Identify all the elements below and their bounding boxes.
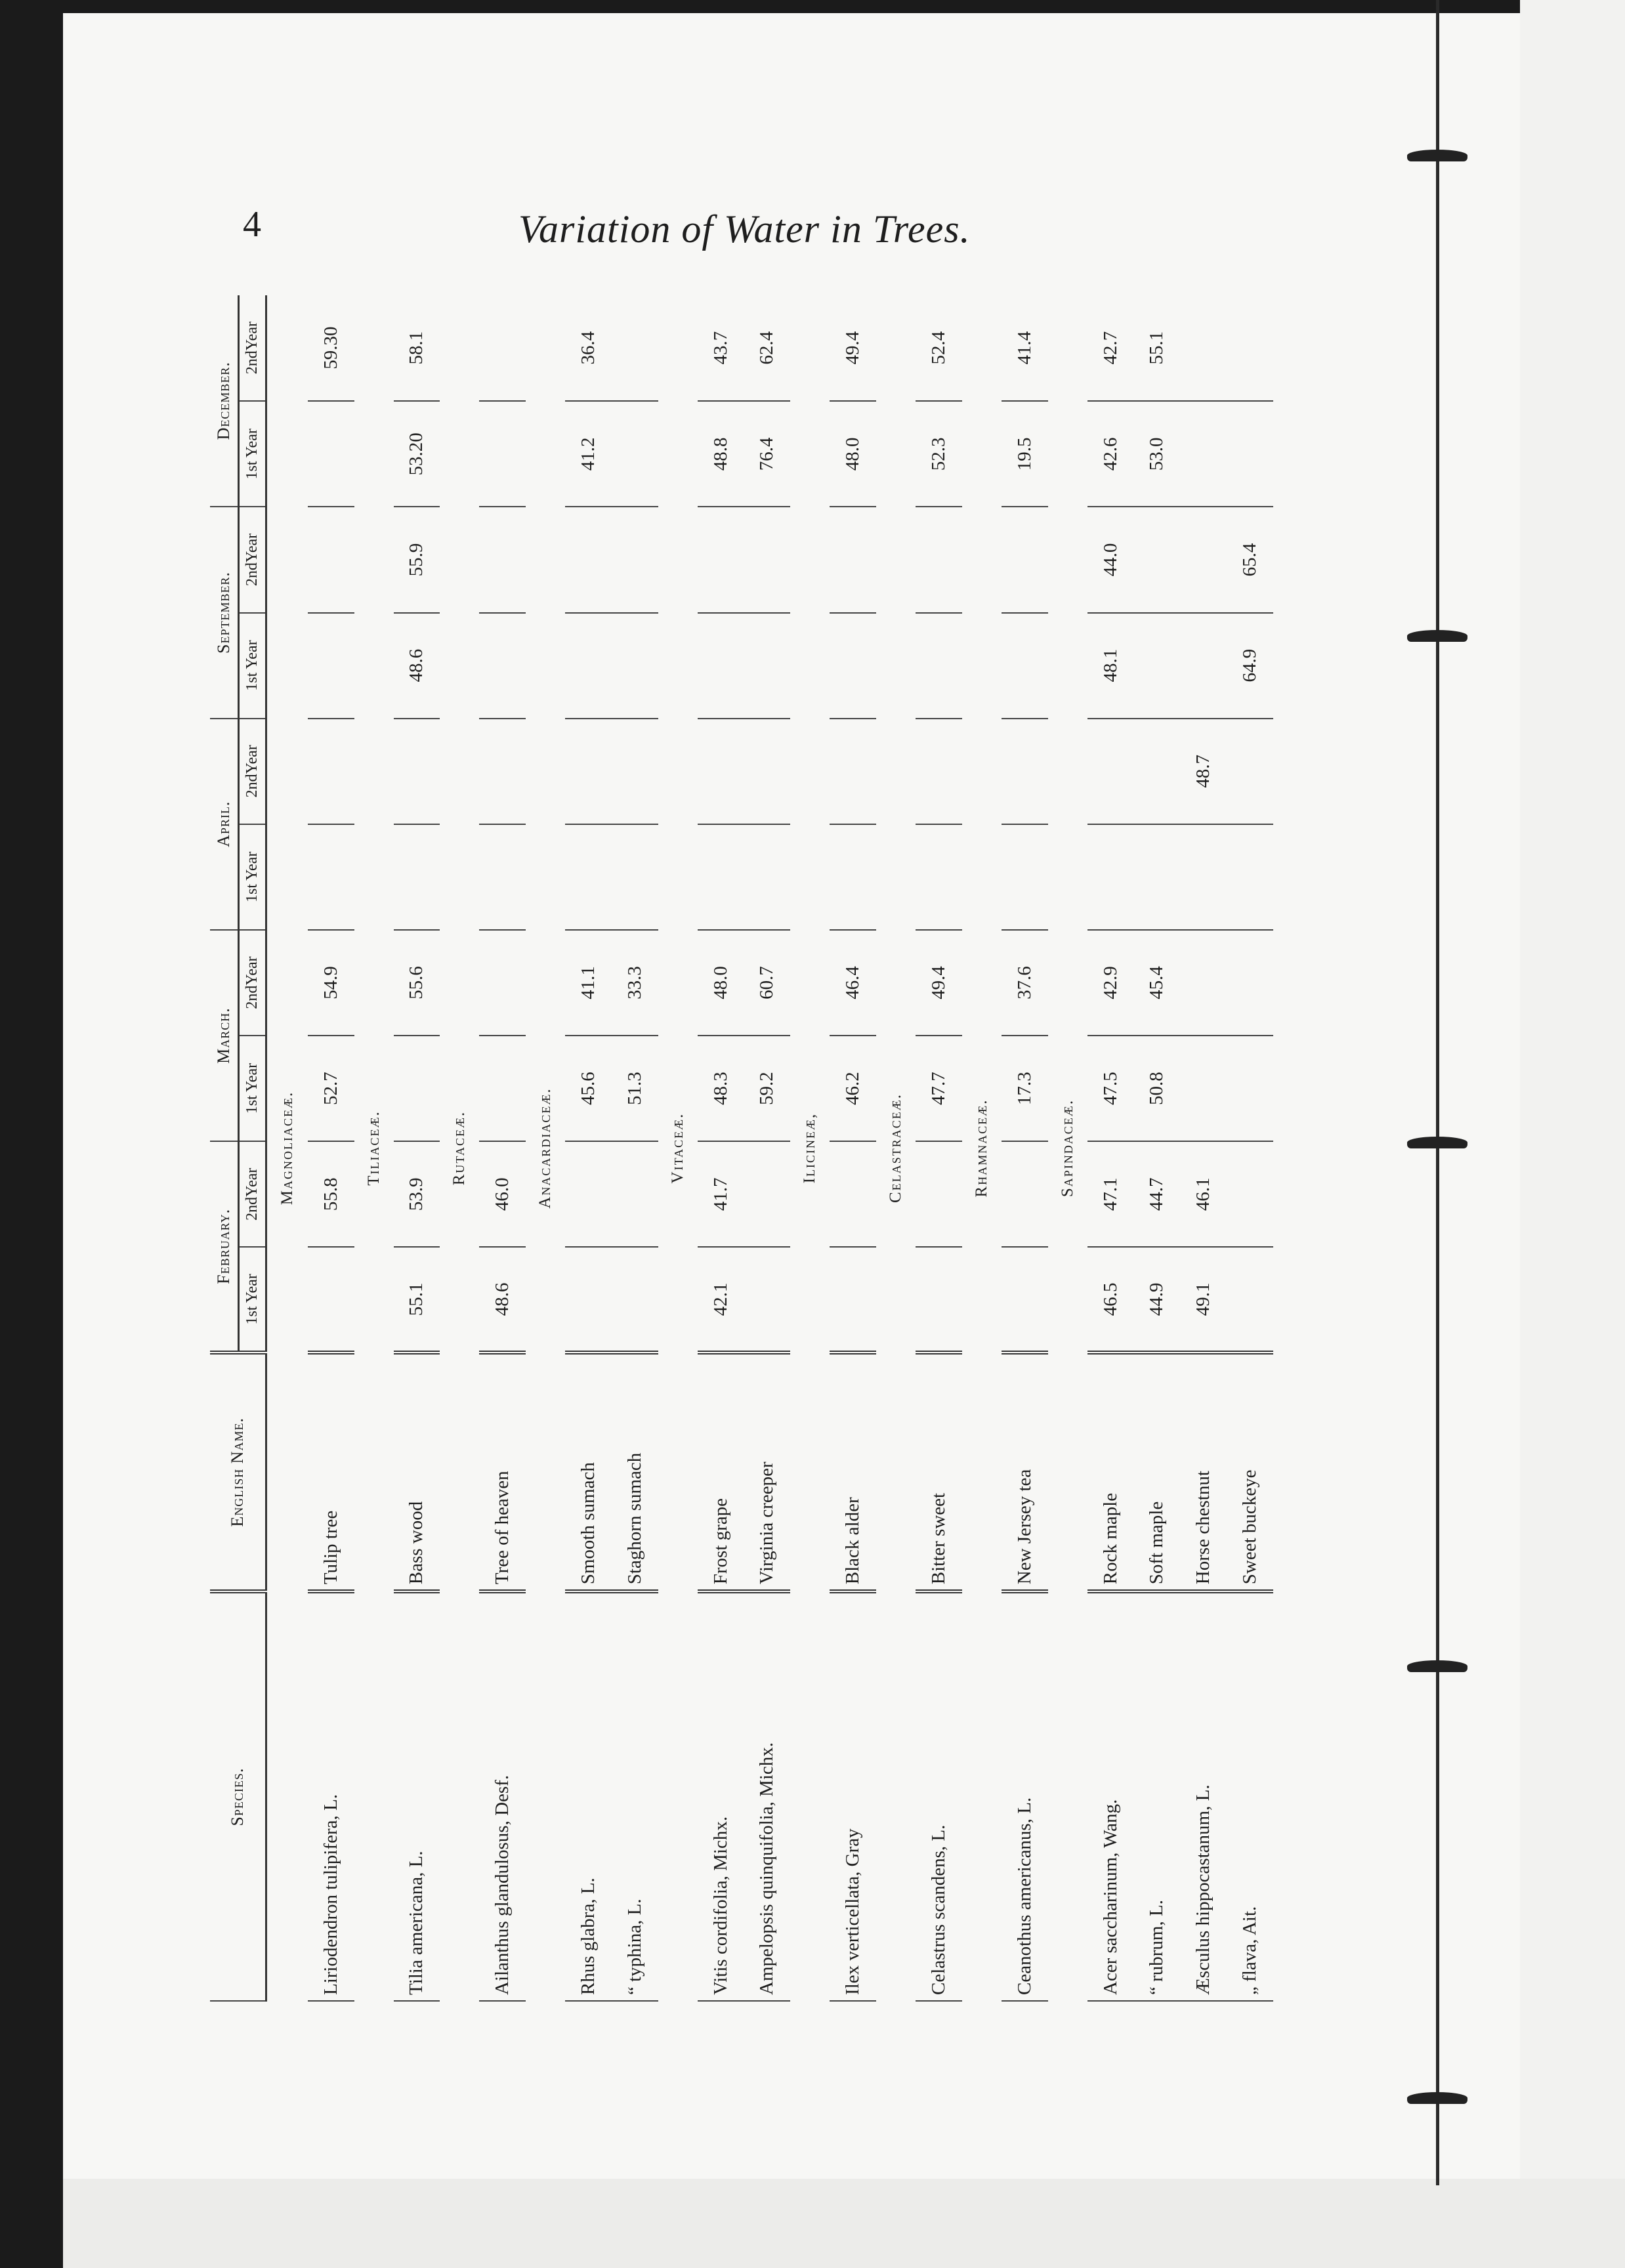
value-cell xyxy=(744,507,791,612)
value-cell xyxy=(479,824,526,930)
value-cell: 47.5 xyxy=(1087,1036,1134,1141)
species-cell: Celastrus scandens, L. xyxy=(916,1591,962,2001)
value-cell xyxy=(698,507,744,612)
table-row xyxy=(565,295,612,2001)
species-cell: Ceanothus americanus, L. xyxy=(1002,1591,1048,2001)
value-cell: 53.0 xyxy=(1134,401,1181,507)
english-name-cell: Tree of heaven xyxy=(479,1353,526,1591)
value-cell: 49.4 xyxy=(830,295,876,401)
value-cell: 46.4 xyxy=(830,930,876,1036)
header-month: February. xyxy=(210,1141,239,1353)
value-cell: 41.2 xyxy=(565,401,612,507)
value-cell: 44.9 xyxy=(1134,1247,1181,1353)
table-body xyxy=(266,295,1274,2001)
header-year: 1st Year xyxy=(239,401,266,507)
value-cell: 64.9 xyxy=(1227,613,1273,719)
value-cell: 46.0 xyxy=(479,1141,526,1247)
species-cell: Vitis cordifolia, Michx. xyxy=(698,1591,744,2001)
value-cell xyxy=(394,824,440,930)
value-cell: 46.1 xyxy=(1180,1141,1227,1247)
value-cell: 44.0 xyxy=(1087,507,1134,612)
header-year: 1st Year xyxy=(239,613,266,719)
value-cell xyxy=(565,1141,612,1247)
value-cell: 52.7 xyxy=(308,1036,354,1141)
table-row xyxy=(1227,295,1273,2001)
value-cell xyxy=(1002,719,1048,824)
english-name-cell: Virginia creeper xyxy=(744,1353,791,1591)
value-cell xyxy=(612,719,658,824)
value-cell xyxy=(1227,930,1273,1036)
table-row xyxy=(394,295,440,2001)
value-cell xyxy=(698,719,744,824)
value-cell: 48.0 xyxy=(698,930,744,1036)
value-cell xyxy=(830,613,876,719)
family-name: Sapindaceæ. xyxy=(1058,1099,1076,1198)
value-cell: 62.4 xyxy=(744,295,791,401)
value-cell: 48.8 xyxy=(698,401,744,507)
value-cell xyxy=(479,295,526,401)
value-cell: 51.3 xyxy=(612,1036,658,1141)
value-cell xyxy=(479,1036,526,1141)
value-cell xyxy=(1134,507,1181,612)
value-cell: 58.1 xyxy=(394,295,440,401)
value-cell xyxy=(612,824,658,930)
family-row xyxy=(526,295,565,2001)
value-cell xyxy=(308,1247,354,1353)
family-row xyxy=(266,295,308,2001)
value-cell xyxy=(916,719,962,824)
value-cell xyxy=(394,719,440,824)
english-name-cell: Rock maple xyxy=(1087,1353,1134,1591)
value-cell: 42.9 xyxy=(1087,930,1134,1036)
value-cell xyxy=(565,719,612,824)
english-name-cell: Tulip tree xyxy=(308,1353,354,1591)
page-number: 4 xyxy=(243,204,261,245)
value-cell: 54.9 xyxy=(308,930,354,1036)
value-cell xyxy=(830,507,876,612)
value-cell xyxy=(1180,401,1227,507)
value-cell: 55.8 xyxy=(308,1141,354,1247)
value-cell xyxy=(830,824,876,930)
family-name: Tiliaceæ. xyxy=(364,1110,383,1186)
value-cell xyxy=(308,719,354,824)
value-cell xyxy=(1002,824,1048,930)
value-cell: 47.7 xyxy=(916,1036,962,1141)
value-cell xyxy=(612,1141,658,1247)
family-name: Vitaceæ. xyxy=(668,1112,686,1184)
value-cell: 48.0 xyxy=(830,401,876,507)
species-cell: Rhus glabra, L. xyxy=(565,1591,612,2001)
value-cell: 46.5 xyxy=(1087,1247,1134,1353)
binding-clip-mark xyxy=(1407,1660,1467,1672)
value-cell: 41.1 xyxy=(565,930,612,1036)
header-year: 2ndYear xyxy=(239,507,266,612)
value-cell xyxy=(1087,719,1134,824)
value-cell xyxy=(308,824,354,930)
value-cell xyxy=(479,613,526,719)
family-name: Rutaceæ. xyxy=(450,1110,469,1186)
value-cell: 53.20 xyxy=(394,401,440,507)
species-cell: Liriodendron tulipifera, L. xyxy=(308,1591,354,2001)
value-cell xyxy=(744,1141,791,1247)
english-name-cell: Horse chestnut xyxy=(1180,1353,1227,1591)
value-cell xyxy=(1180,1036,1227,1141)
value-cell: 60.7 xyxy=(744,930,791,1036)
value-cell: 52.4 xyxy=(916,295,962,401)
species-cell: Æsculus hippocastanum, L. xyxy=(1180,1591,1227,2001)
table-row xyxy=(612,295,658,2001)
value-cell xyxy=(830,719,876,824)
value-cell: 47.1 xyxy=(1087,1141,1134,1247)
family-name: Rhamnaceæ. xyxy=(972,1099,990,1198)
family-row xyxy=(790,295,830,2001)
value-cell: 48.3 xyxy=(698,1036,744,1141)
table-row xyxy=(308,295,354,2001)
binding-clip-mark xyxy=(1407,1137,1467,1148)
value-cell: 55.1 xyxy=(394,1247,440,1353)
value-cell xyxy=(1134,824,1181,930)
value-cell xyxy=(916,613,962,719)
value-cell: 48.6 xyxy=(479,1247,526,1353)
value-cell xyxy=(1002,1247,1048,1353)
value-cell xyxy=(612,613,658,719)
value-cell xyxy=(1227,1141,1273,1247)
value-cell: 55.9 xyxy=(394,507,440,612)
header-species: Species. xyxy=(210,1591,266,2001)
value-cell: 46.2 xyxy=(830,1036,876,1141)
value-cell: 44.7 xyxy=(1134,1141,1181,1247)
table-row xyxy=(479,295,526,2001)
value-cell xyxy=(1227,401,1273,507)
value-cell xyxy=(1134,613,1181,719)
value-cell: 41.7 xyxy=(698,1141,744,1247)
right-margin xyxy=(1520,0,1625,2268)
value-cell xyxy=(916,1247,962,1353)
value-cell xyxy=(744,719,791,824)
value-cell: 52.3 xyxy=(916,401,962,507)
value-cell xyxy=(1180,613,1227,719)
value-cell xyxy=(1180,507,1227,612)
species-cell: „ flava, Ait. xyxy=(1227,1591,1273,2001)
family-row xyxy=(876,295,916,2001)
value-cell: 43.7 xyxy=(698,295,744,401)
english-name-cell: Bass wood xyxy=(394,1353,440,1591)
value-cell: 59.2 xyxy=(744,1036,791,1141)
value-cell: 17.3 xyxy=(1002,1036,1048,1141)
table-row xyxy=(1180,295,1227,2001)
header-month: September. xyxy=(210,507,239,718)
value-cell xyxy=(1227,295,1273,401)
binding-clip-mark xyxy=(1407,2092,1467,2104)
value-cell xyxy=(1134,719,1181,824)
table-row xyxy=(916,295,962,2001)
value-cell xyxy=(394,1036,440,1141)
header-year: 2ndYear xyxy=(239,930,266,1036)
value-cell xyxy=(308,507,354,612)
species-cell: Tilia americana, L. xyxy=(394,1591,440,2001)
value-cell: 19.5 xyxy=(1002,401,1048,507)
value-cell xyxy=(308,401,354,507)
value-cell xyxy=(612,295,658,401)
value-cell xyxy=(565,613,612,719)
table-row xyxy=(1134,295,1181,2001)
value-cell xyxy=(744,824,791,930)
value-cell xyxy=(479,930,526,1036)
value-cell: 42.7 xyxy=(1087,295,1134,401)
header-english-name: English Name. xyxy=(210,1353,266,1591)
english-name-cell: New Jersey tea xyxy=(1002,1353,1048,1591)
header-month: April. xyxy=(210,719,239,930)
family-row xyxy=(1048,295,1087,2001)
english-name-cell: Smooth sumach xyxy=(565,1353,612,1591)
family-row xyxy=(354,295,394,2001)
value-cell xyxy=(1180,930,1227,1036)
header-month: December. xyxy=(210,295,239,507)
value-cell xyxy=(1002,613,1048,719)
value-cell xyxy=(612,507,658,612)
value-cell: 36.4 xyxy=(565,295,612,401)
english-name-cell: Bitter sweet xyxy=(916,1353,962,1591)
value-cell xyxy=(698,824,744,930)
table-row xyxy=(698,295,744,2001)
value-cell: 48.6 xyxy=(394,613,440,719)
binding-clip-mark xyxy=(1407,630,1467,642)
running-title: Variation of Water in Trees. xyxy=(518,207,971,251)
value-cell: 49.4 xyxy=(916,930,962,1036)
header-month: March. xyxy=(210,930,239,1141)
header-year: 1st Year xyxy=(239,1036,266,1141)
value-cell: 45.4 xyxy=(1134,930,1181,1036)
value-cell xyxy=(830,1141,876,1247)
binding-clip-mark xyxy=(1407,150,1467,161)
value-cell xyxy=(479,401,526,507)
value-cell: 42.6 xyxy=(1087,401,1134,507)
value-cell: 45.6 xyxy=(565,1036,612,1141)
value-cell: 49.1 xyxy=(1180,1247,1227,1353)
value-cell xyxy=(565,507,612,612)
value-cell: 55.6 xyxy=(394,930,440,1036)
value-cell: 33.3 xyxy=(612,930,658,1036)
value-cell xyxy=(1002,1141,1048,1247)
header-year: 2ndYear xyxy=(239,1141,266,1247)
value-cell: 48.7 xyxy=(1180,719,1227,824)
english-name-cell: Frost grape xyxy=(698,1353,744,1591)
value-cell xyxy=(612,401,658,507)
family-row xyxy=(962,295,1002,2001)
value-cell: 65.4 xyxy=(1227,507,1273,612)
value-cell: 59.30 xyxy=(308,295,354,401)
header-year: 1st Year xyxy=(239,824,266,930)
english-name-cell: Black alder xyxy=(830,1353,876,1591)
water-variation-table-rotated xyxy=(210,295,1273,2002)
value-cell xyxy=(1227,1036,1273,1141)
species-cell: “ rubrum, L. xyxy=(1134,1591,1181,2001)
value-cell: 50.8 xyxy=(1134,1036,1181,1141)
value-cell xyxy=(1180,295,1227,401)
family-row xyxy=(658,295,698,2001)
value-cell: 53.9 xyxy=(394,1141,440,1247)
species-cell: “ typhina, L. xyxy=(612,1591,658,2001)
value-cell xyxy=(916,824,962,930)
table-row xyxy=(1002,295,1048,2001)
value-cell xyxy=(565,824,612,930)
species-cell: Acer saccharinum, Wang. xyxy=(1087,1591,1134,2001)
family-name: Ilicineæ, xyxy=(801,1112,819,1184)
bottom-margin xyxy=(63,2179,1625,2268)
species-cell: Ilex verticellata, Gray xyxy=(830,1591,876,2001)
species-cell: Ampelopsis quinquifolia, Michx. xyxy=(744,1591,791,2001)
value-cell xyxy=(698,613,744,719)
value-cell xyxy=(1227,824,1273,930)
value-cell xyxy=(916,1141,962,1247)
value-cell xyxy=(479,719,526,824)
header-row-months xyxy=(210,295,239,2001)
value-cell xyxy=(1227,1247,1273,1353)
family-name: Magnoliaceæ. xyxy=(278,1091,296,1206)
family-name: Anacardiaceæ. xyxy=(536,1087,555,1209)
value-cell xyxy=(1227,719,1273,824)
family-name: Celastraceæ. xyxy=(887,1093,905,1203)
value-cell: 48.1 xyxy=(1087,613,1134,719)
value-cell: 76.4 xyxy=(744,401,791,507)
binding-line xyxy=(1436,0,1439,2185)
value-cell xyxy=(1180,824,1227,930)
english-name-cell: Sweet buckeye xyxy=(1227,1353,1273,1591)
value-cell xyxy=(308,613,354,719)
value-cell xyxy=(744,613,791,719)
english-name-cell: Staghorn sumach xyxy=(612,1353,658,1591)
header-year: 1st Year xyxy=(239,1247,266,1353)
value-cell xyxy=(565,1247,612,1353)
value-cell xyxy=(916,507,962,612)
table-row xyxy=(744,295,791,2001)
value-cell xyxy=(744,1247,791,1353)
header-year: 2ndYear xyxy=(239,295,266,401)
value-cell: 41.4 xyxy=(1002,295,1048,401)
species-cell: Ailanthus glandulosus, Desf. xyxy=(479,1591,526,2001)
table-row xyxy=(1087,295,1134,2001)
value-cell xyxy=(830,1247,876,1353)
value-cell: 42.1 xyxy=(698,1247,744,1353)
header-year: 2ndYear xyxy=(239,719,266,824)
value-cell: 55.1 xyxy=(1134,295,1181,401)
water-variation-table xyxy=(210,295,1273,2002)
table-row xyxy=(830,295,876,2001)
value-cell: 37.6 xyxy=(1002,930,1048,1036)
value-cell xyxy=(479,507,526,612)
family-row xyxy=(440,295,479,2001)
value-cell xyxy=(1087,824,1134,930)
value-cell xyxy=(1002,507,1048,612)
english-name-cell: Soft maple xyxy=(1134,1353,1181,1591)
value-cell xyxy=(612,1247,658,1353)
